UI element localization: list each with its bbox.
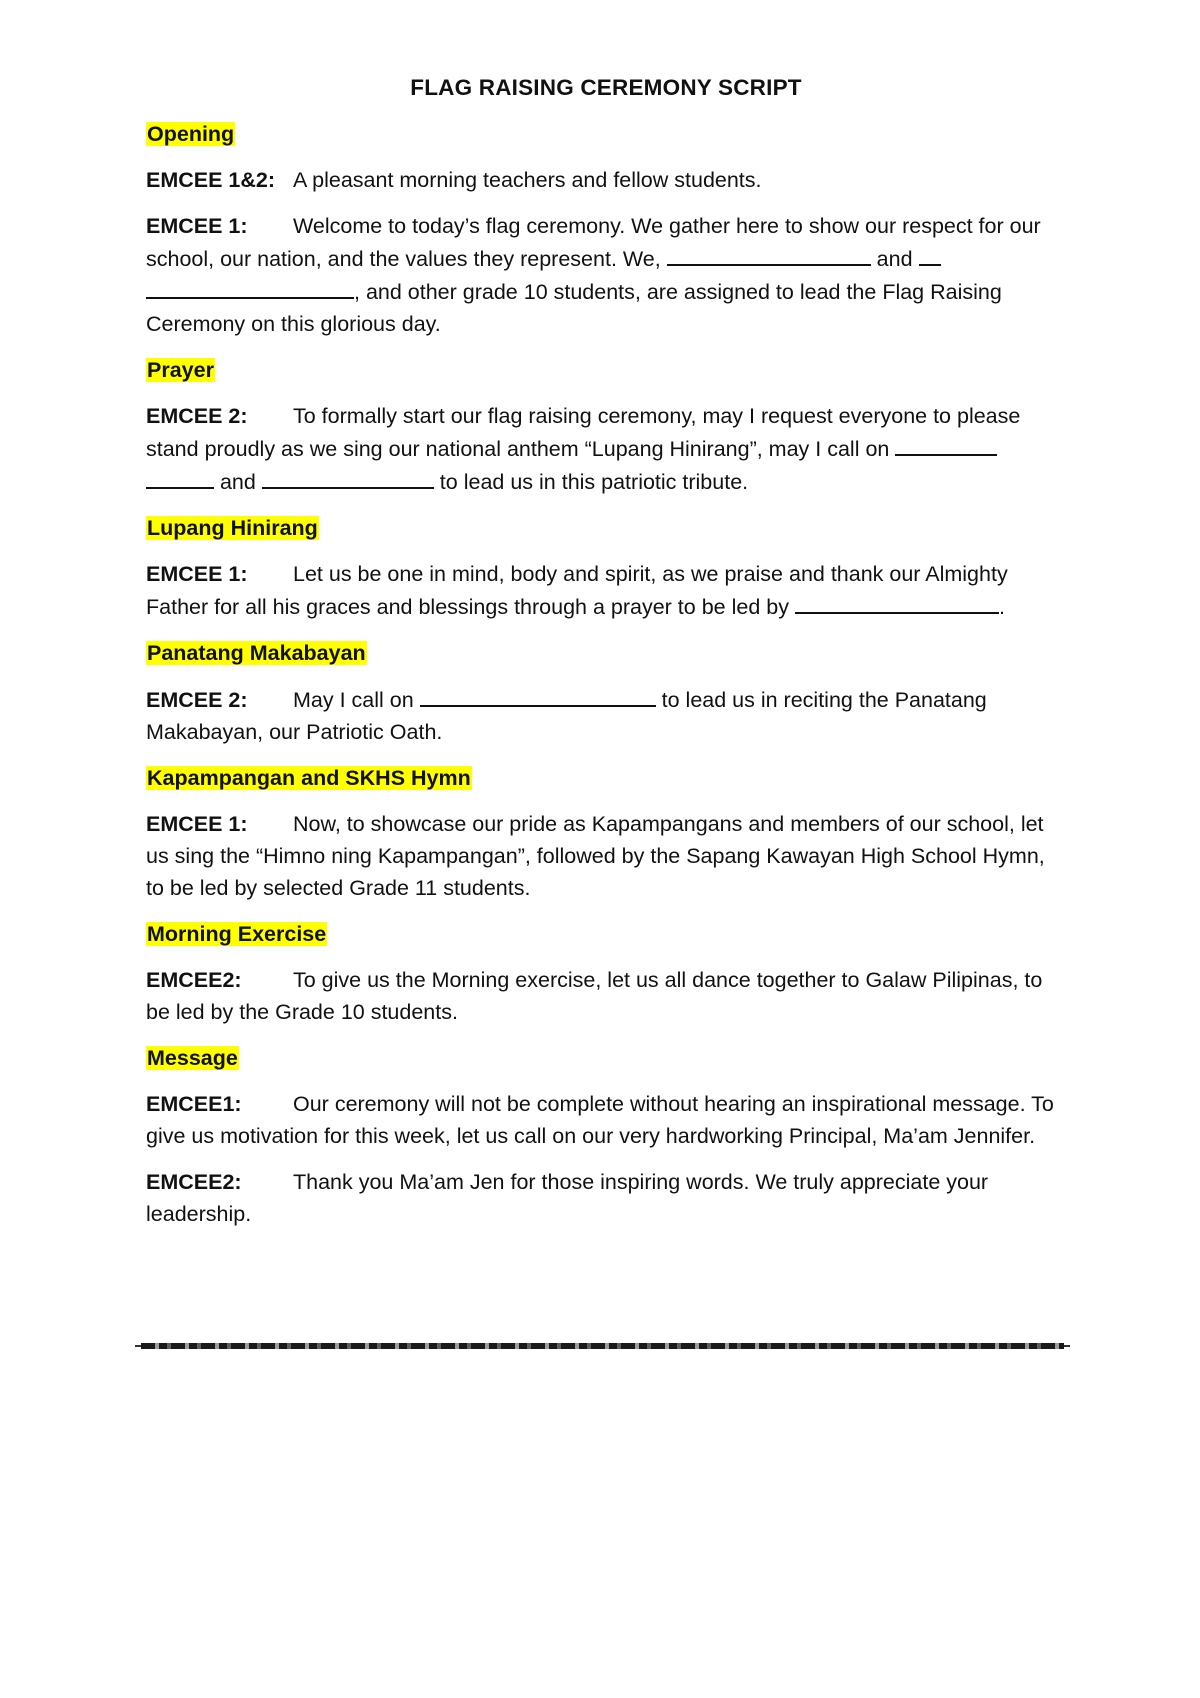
line-text: Welcome to today’s flag ceremony. We gather here to show our respect for our school, our nation, and the values they represent. We, xyxy=(146,214,1041,271)
line-text: May I call on xyxy=(293,688,420,712)
document-title: FLAG RAISING CEREMONY SCRIPT xyxy=(410,75,802,100)
script-line xyxy=(146,683,1066,748)
section-heading-prayer xyxy=(146,354,1066,386)
script-line xyxy=(146,964,1066,1028)
line-text: and xyxy=(870,247,919,271)
speaker-label: EMCEE 2: xyxy=(146,688,248,712)
blank-line xyxy=(262,465,434,489)
line-text: to lead us in reciting the Panatang Makabayan, our Patriotic Oath. xyxy=(146,688,987,744)
script-line xyxy=(146,400,1066,498)
highlighted-heading: Prayer xyxy=(147,358,214,382)
speaker-label: EMCEE1: xyxy=(146,1092,242,1116)
line-text: To formally start our flag raising ceremony, may I request everyone to please stand proudly as we sing our national anthem “Lupang Hinirang”, may I call on xyxy=(146,404,1021,461)
document-page xyxy=(146,72,1066,1244)
highlighted-heading: Morning Exercise xyxy=(147,922,327,946)
section-divider xyxy=(141,1343,1064,1349)
speaker-label: EMCEE 2: xyxy=(146,404,248,428)
section-heading-panatang-makabayan xyxy=(146,637,1066,669)
script-line xyxy=(146,1166,1066,1230)
speaker-label: EMCEE 1&2: xyxy=(146,168,276,192)
line-text: Our ceremony will not be complete without hearing an inspirational message. To give us motivation for this week, let us call on our very hardworking Principal, Ma’am Jennifer. xyxy=(146,1092,1054,1148)
speaker-label: EMCEE 1: xyxy=(146,562,248,586)
script-line xyxy=(146,164,1066,196)
blank-line xyxy=(146,275,354,299)
speaker-label: EMCEE 1: xyxy=(146,214,248,238)
divider-cap xyxy=(1064,1345,1070,1347)
speaker-label: EMCEE 1: xyxy=(146,812,248,836)
blank-line xyxy=(895,432,997,456)
blank-line xyxy=(919,242,941,266)
script-line xyxy=(146,558,1066,623)
blank-line xyxy=(667,242,871,266)
line-text: To give us the Morning exercise, let us all dance together to Galaw Pilipinas, to be led by the Grade 10 students. xyxy=(146,968,1043,1024)
highlighted-heading: Opening xyxy=(147,122,235,146)
line-text: , and other grade 10 students, are assigned to lead the Flag Raising Ceremony on this glorious day. xyxy=(146,280,1002,336)
blank-line xyxy=(420,683,656,707)
speaker-label: EMCEE2: xyxy=(146,1170,242,1194)
section-heading-hymn xyxy=(146,762,1066,794)
blank-line xyxy=(146,465,214,489)
section-heading-message xyxy=(146,1042,1066,1074)
speaker-label: EMCEE2: xyxy=(146,968,242,992)
section-heading-morning-exercise xyxy=(146,918,1066,950)
section-heading-opening xyxy=(146,118,1066,150)
highlighted-heading: Kapampangan and SKHS Hymn xyxy=(147,766,471,790)
line-text: and xyxy=(214,470,262,494)
line-text: Now, to showcase our pride as Kapampangans and members of our school, let us sing the “Himno ning Kapampangan”, followed by the Sapang Kawayan High School Hymn, to be led by selected Grade 11 students. xyxy=(146,812,1045,900)
line-text: Thank you Ma’am Jen for those inspiring words. We truly appreciate your leadership. xyxy=(146,1170,989,1226)
line-text: . xyxy=(998,595,1005,619)
line-text: Let us be one in mind, body and spirit, as we praise and thank our Almighty Father for all his graces and blessings through a prayer to be led by xyxy=(146,562,1008,619)
script-line xyxy=(146,210,1066,340)
script-line xyxy=(146,808,1066,904)
section-heading-lupang-hinirang xyxy=(146,512,1066,544)
script-line xyxy=(146,1088,1066,1152)
line-text: to lead us in this patriotic tribute. xyxy=(433,470,749,494)
highlighted-heading: Message xyxy=(147,1046,238,1070)
highlighted-heading: Panatang Makabayan xyxy=(147,641,366,665)
blank-line xyxy=(795,590,999,614)
line-text: A pleasant morning teachers and fellow students. xyxy=(293,168,762,192)
highlighted-heading: Lupang Hinirang xyxy=(147,516,318,540)
